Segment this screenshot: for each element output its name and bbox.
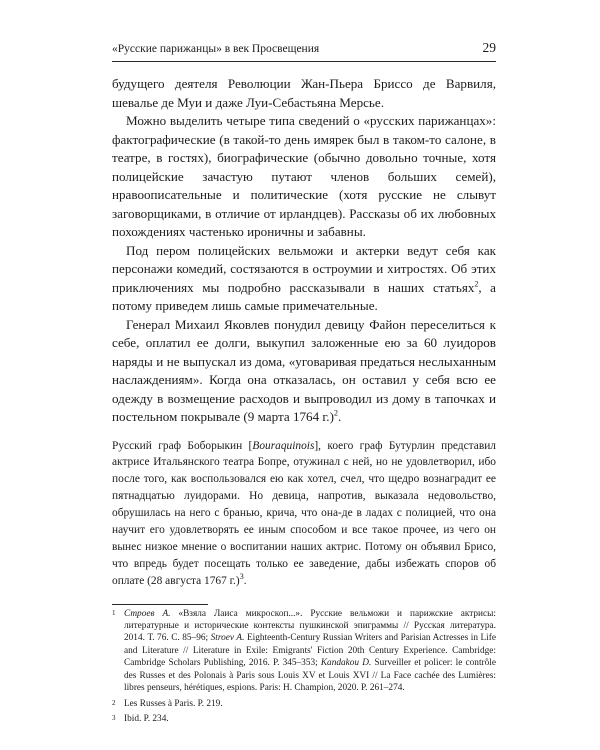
footnote-author: Stroev A. (210, 633, 245, 644)
footnote-segment: Les Russes à Paris. P. 219. (124, 698, 223, 709)
paragraph-4-text-b: . (337, 409, 342, 424)
header-rule (112, 61, 496, 62)
paragraph-1 (112, 75, 496, 112)
footnote-1 (112, 608, 496, 695)
footnote-text (124, 608, 496, 695)
quote-text-b: ], коего граф Бутурлин представил актрисе Итальянского театра Бопре, отужинал с ней, но не удовлетворил, ибо после того, как воспользовался ею как хотел, счел, что щедро вознаградит ее пятнадцатью луидорами. Но девица, напротив, выказала недовольство, обрушилась на него с бранью, крича, что она-де в ладах с полицией, что она научит его удовлетворять ее иным способом и все такое прочее, из чего он вынес низкое мнение о воспитании наших актрис. Потому он объявил Брисо, что впредь будет посещать только ее заведение, дабы избежать споров об оплате (28 августа 1767 г.) (112, 439, 496, 587)
paragraph-3-text-a: Под пером полицейских вельможи и актерки ведут себя как персонажи комедий, состязаются в остроумии и хитростях. Об этих приключениях мы подробно рассказывали в наших статьях (112, 242, 496, 295)
quote-text-a: Русский граф Боборыкин [ (112, 439, 253, 452)
quote-text-end: . (243, 574, 247, 587)
footnote-segment: Eighteenth-Century Russian Writers and Parisian Actresses in Life and Literature // Literature in Exile: Emigrants' Fiction 20th Century Experience. Cambridge: Cambridge Scholars Publishing, 2016. P. 345–353; (124, 633, 496, 669)
running-title: «Русские парижанцы» в век Просвещения (112, 43, 320, 55)
footnote-ref-3: 3 (239, 571, 244, 581)
footnote-author: Kandakou D. (320, 658, 372, 669)
quote-italic-name: Bouraquinois (252, 439, 315, 452)
paragraph-3-text-b: , а потому приведем лишь самые примечательные. (112, 279, 496, 313)
paragraph-2 (112, 112, 496, 242)
paragraph-4 (112, 316, 496, 427)
page-number: 29 (482, 40, 496, 55)
footnote-number: 1 (112, 608, 116, 617)
footnotes (112, 608, 496, 726)
body-text (112, 75, 496, 427)
paragraph-2-text: Можно выделить четыре типа сведений о «русских парижанцах»: фактографические (в такой-то день имярек был в таком-то салоне, в театре, в гостях), биографические (обычно довольно точные, хотя полицейские зачастую путают членов больших семей), нравоописательные и политические (хотя русские не слывут заговорщиками, в отличие от ирландцев). Рассказы об их любовных похождениях частенько ироничны и забавны. (112, 113, 496, 239)
book-page (112, 40, 496, 728)
footnote-number: 3 (112, 713, 116, 722)
footnote-segment: «Взяла Лаиса микроскоп...». Русские вельможи и парижские актрисы: литературные и исторические контексты пушкинской эпиграммы // Русская литература. 2014. Т. 76. С. 85–96; (124, 608, 496, 644)
footnote-segment: Surveiller et policer: le contrôle des Russes et des Polonais à Paris sous Louis XV et Louis XVI // La Face cachée des Lumières: libres penseurs, hérétiques, espions. Paris: H. Champion, 2020. P. 261–274. (124, 658, 496, 694)
footnote-author: Строев А. (124, 608, 171, 619)
footnote-rule (112, 604, 208, 605)
footnote-ref-2: 2 (474, 279, 479, 289)
footnote-text (124, 698, 496, 710)
footnote-3 (112, 713, 496, 725)
footnote-ref-2b: 2 (333, 408, 338, 418)
running-head (112, 40, 496, 58)
paragraph-1-text: будущего деятеля Революции Жан-Пьера Бриссо де Варвиля, шевалье де Муи и даже Луи-Себастьяна Мерсье. (112, 76, 496, 110)
paragraph-4-text-a: Генерал Михаил Яковлев понудил девицу Файон переселиться к себе, оплатил ее долги, выкупил заложенные ею за 60 луидоров наряды и не выпускал из дома, «уговаривая предаться неслыханным наслаждениям». Когда она отказалась, он оставил у себя всю ее одежду в возмещение расходов и выпроводил из дому в тапочках и постельном покрывале (9 марта 1764 г.) (112, 316, 496, 424)
paragraph-3 (112, 242, 496, 316)
block-quote (112, 438, 496, 590)
footnote-2 (112, 698, 496, 710)
footnote-segment: Ibid. P. 234. (124, 713, 169, 724)
footnote-number: 2 (112, 698, 116, 707)
footnote-text (124, 713, 496, 725)
